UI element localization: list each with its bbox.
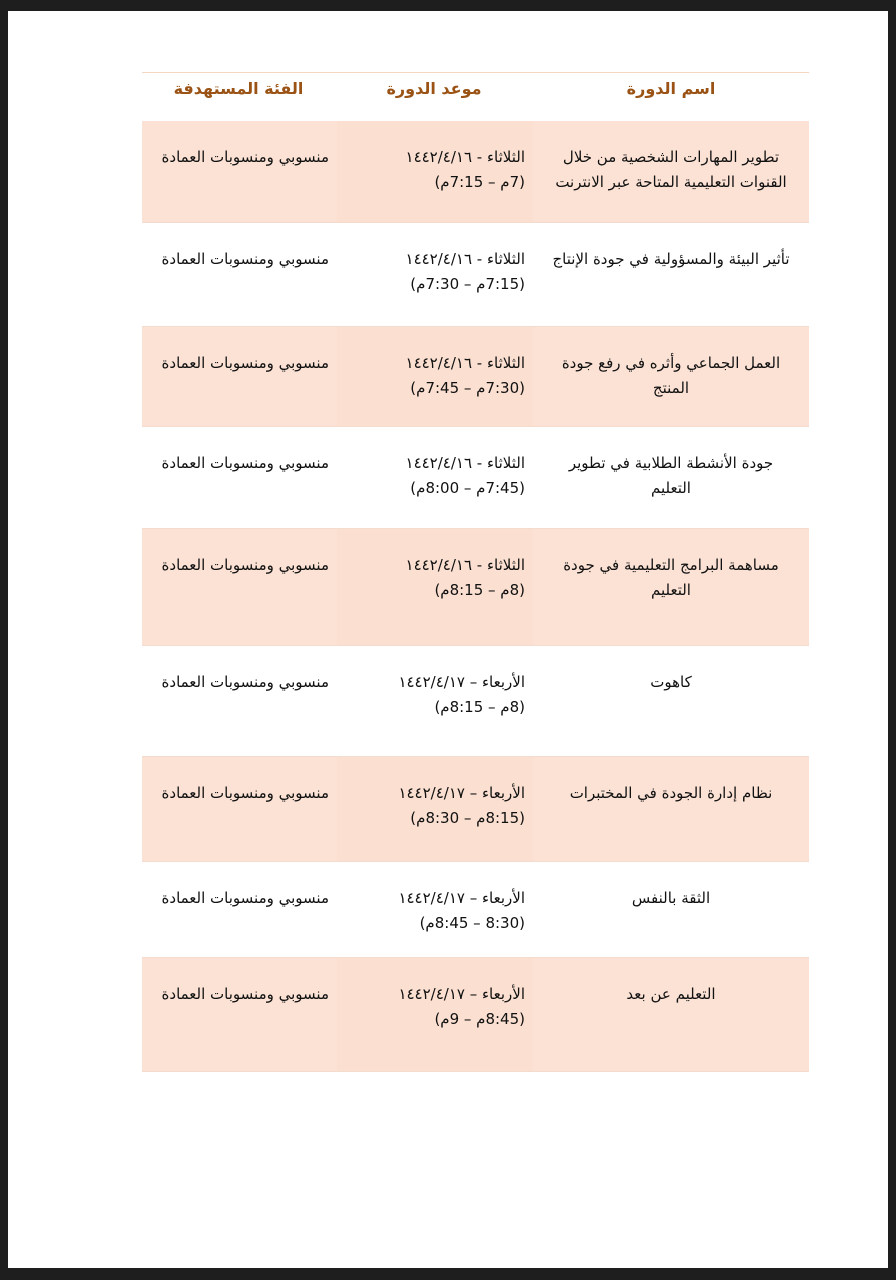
table-row <box>142 757 809 862</box>
course-day-date: الثلاثاء - ١٤٤٢/٤/١٦ <box>405 148 525 166</box>
course-time-range: (7:45م – 8:00م) <box>410 479 525 497</box>
document-page <box>8 11 888 1268</box>
course-time-range: (8:30 – 8:45م) <box>419 914 525 932</box>
table-header-row <box>142 73 809 121</box>
course-name-line: مساهمة البرامج التعليمية في جودة <box>563 556 779 574</box>
course-name-cell <box>533 223 809 326</box>
table-row <box>142 958 809 1072</box>
course-name-line: كاهوت <box>650 673 692 691</box>
course-name-line: جودة الأنشطة الطلابية في تطوير <box>568 454 774 472</box>
course-date-cell <box>337 757 533 861</box>
target-group-cell: منسوبي ومنسوبات العمادة <box>161 889 329 907</box>
course-name-cell <box>533 757 809 861</box>
target-group-cell: منسوبي ومنسوبات العمادة <box>161 250 329 268</box>
header-course-name: اسم الدورة <box>626 79 716 98</box>
target-group-cell: منسوبي ومنسوبات العمادة <box>161 354 329 372</box>
course-time-range: (7:30م – 7:45م) <box>410 379 525 397</box>
table-row <box>142 327 809 427</box>
course-day-date: الأربعاء – ١٤٤٢/٤/١٧ <box>398 889 525 907</box>
course-name-cell <box>533 121 809 222</box>
course-date-cell <box>337 862 533 957</box>
course-time-range: (8م – 8:15م) <box>434 698 525 716</box>
target-group-cell: منسوبي ومنسوبات العمادة <box>161 454 329 472</box>
course-name-cell <box>533 958 809 1071</box>
table-row <box>142 529 809 646</box>
course-name-line: الثقة بالنفس <box>631 889 711 907</box>
course-name-line: التعليم <box>651 581 691 599</box>
course-day-date: الأربعاء – ١٤٤٢/٤/١٧ <box>398 673 525 691</box>
course-date-cell <box>337 427 533 528</box>
course-name-line: العمل الجماعي وأثره في رفع جودة <box>561 354 781 372</box>
course-day-date: الثلاثاء - ١٤٤٢/٤/١٦ <box>405 454 525 472</box>
table-row <box>142 223 809 327</box>
course-time-range: (7م – 7:15م) <box>434 173 525 191</box>
target-group-cell: منسوبي ومنسوبات العمادة <box>161 556 329 574</box>
table-row <box>142 646 809 757</box>
course-name-line: تأثير البيئة والمسؤولية في جودة الإنتاج <box>552 250 790 268</box>
course-date-cell <box>337 121 533 222</box>
header-target-group: الفئة المستهدفة <box>173 79 304 98</box>
course-name-cell <box>533 327 809 426</box>
course-name-line: التعليم <box>651 479 691 497</box>
target-group-cell: منسوبي ومنسوبات العمادة <box>161 784 329 802</box>
course-time-range: (8م – 8:15م) <box>434 581 525 599</box>
course-day-date: الثلاثاء - ١٤٤٢/٤/١٦ <box>405 250 525 268</box>
course-day-date: الثلاثاء - ١٤٤٢/٤/١٦ <box>405 354 525 372</box>
table-row <box>142 427 809 529</box>
course-name-cell <box>533 862 809 957</box>
target-group-cell: منسوبي ومنسوبات العمادة <box>161 673 329 691</box>
table-row <box>142 862 809 958</box>
course-name-line: المنتج <box>652 379 690 397</box>
course-time-range: (8:15م – 8:30م) <box>410 809 525 827</box>
course-day-date: الأربعاء – ١٤٤٢/٤/١٧ <box>398 985 525 1003</box>
course-name-line: القنوات التعليمية المتاحة عبر الانترنت <box>555 173 787 191</box>
course-time-range: (8:45م – 9م) <box>434 1010 525 1028</box>
course-time-range: (7:15م – 7:30م) <box>410 275 525 293</box>
target-group-cell: منسوبي ومنسوبات العمادة <box>161 148 329 166</box>
course-name-cell <box>533 529 809 645</box>
header-course-date: موعد الدورة <box>386 79 482 98</box>
courses-table <box>142 72 809 1072</box>
course-name-line: تطوير المهارات الشخصية من خلال <box>562 148 780 166</box>
course-name-cell <box>533 427 809 528</box>
course-date-cell <box>337 958 533 1071</box>
course-name-cell <box>533 646 809 756</box>
course-name-line: التعليم عن بعد <box>626 985 716 1003</box>
course-day-date: الثلاثاء - ١٤٤٢/٤/١٦ <box>405 556 525 574</box>
table-row <box>142 121 809 223</box>
course-name-line: نظام إدارة الجودة في المختبرات <box>569 784 773 802</box>
course-date-cell <box>337 327 533 426</box>
target-group-cell: منسوبي ومنسوبات العمادة <box>161 985 329 1003</box>
course-date-cell <box>337 223 533 326</box>
course-date-cell <box>337 529 533 645</box>
course-date-cell <box>337 646 533 756</box>
course-day-date: الأربعاء – ١٤٤٢/٤/١٧ <box>398 784 525 802</box>
